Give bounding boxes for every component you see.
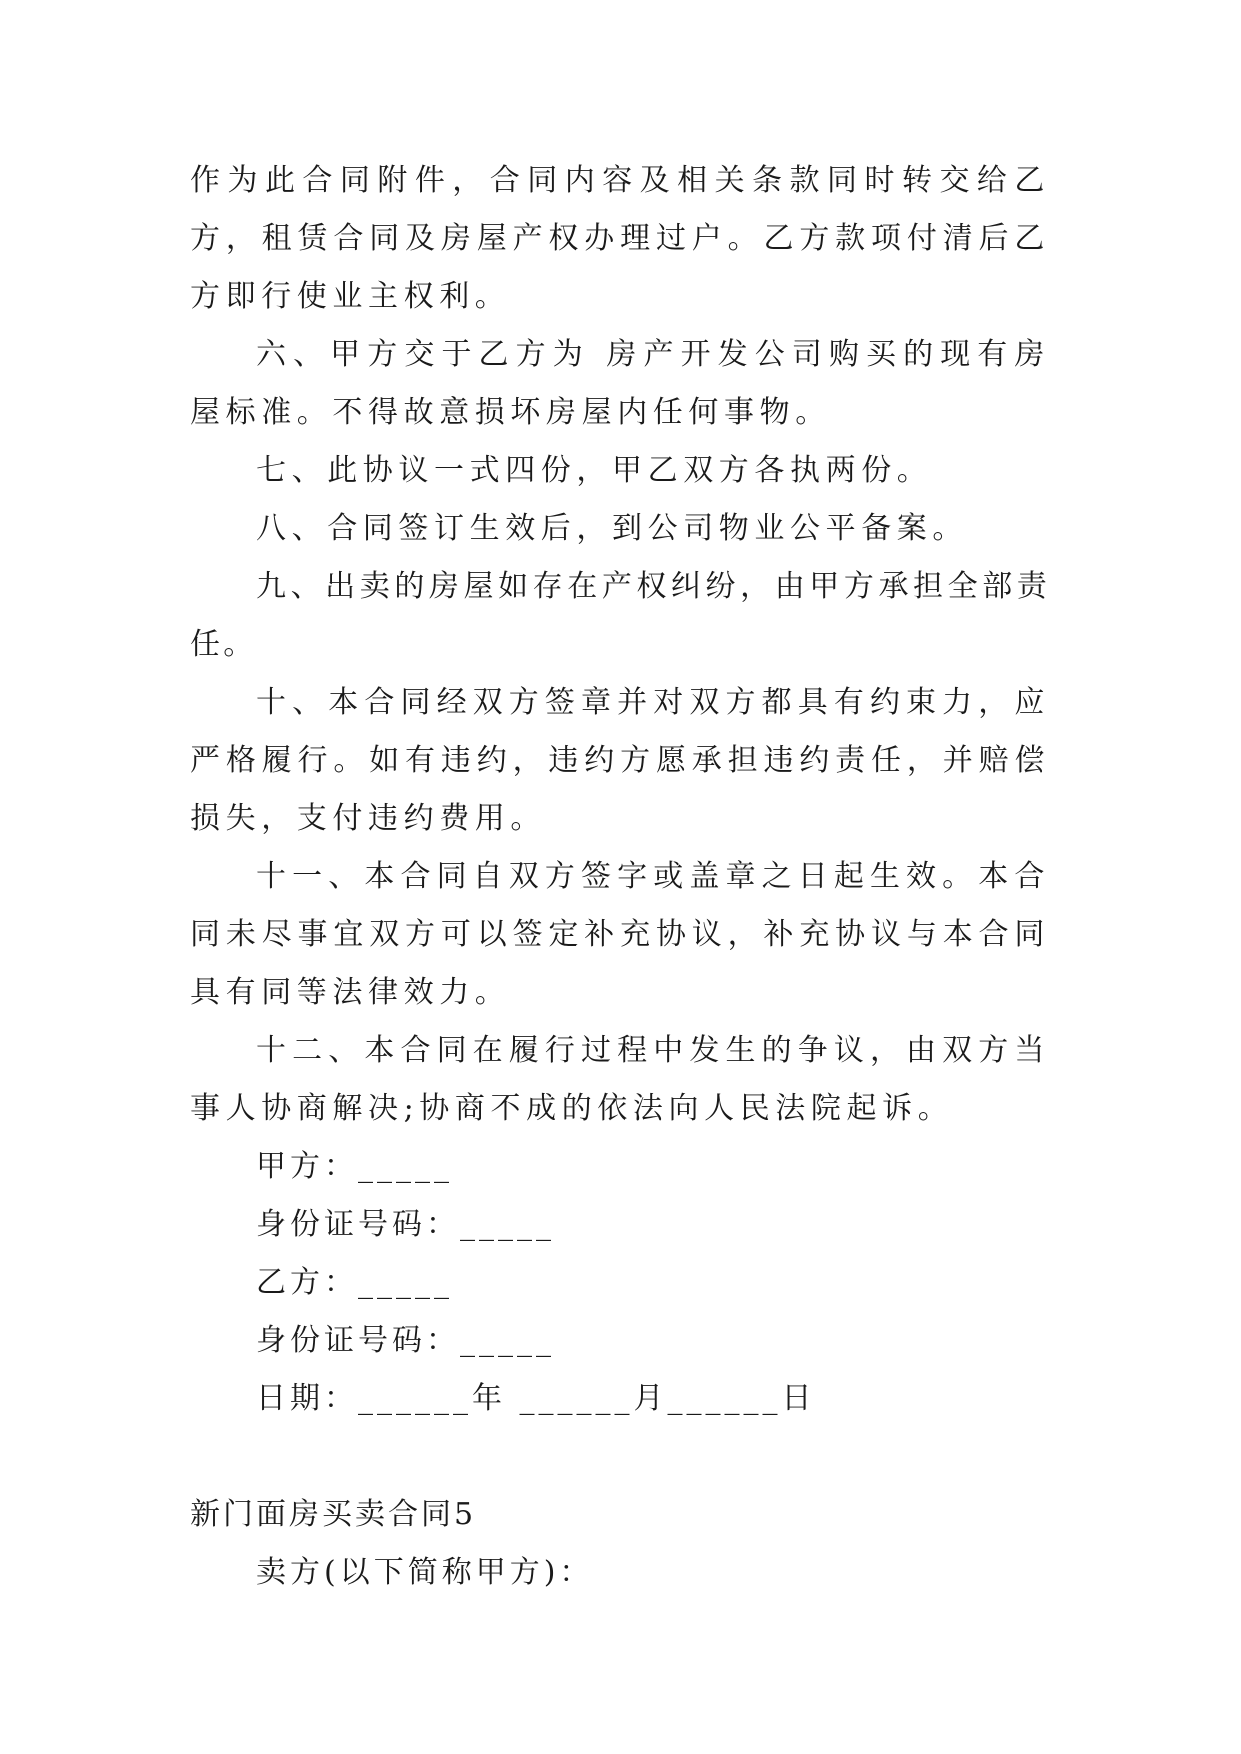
party-a-id-field: 身份证号码：_____ xyxy=(256,1207,555,1242)
paragraph-attachment-clause: 作为此合同附件，合同内容及相关条款同时转交给乙方，租赁合同及房屋产权办理过户。乙方款项付清后乙方即行使业主权利。 xyxy=(190,163,1050,314)
seller-line: 卖方(以下简称甲方)： xyxy=(256,1555,594,1590)
party-b-field: 乙方：_____ xyxy=(256,1265,453,1300)
paragraph-clause-6: 六、甲方交于乙方为 房产开发公司购买的现有房屋标准。不得故意损坏房屋内任何事物。 xyxy=(190,337,1050,430)
document-page xyxy=(190,152,1050,1602)
section-title: 新门面房买卖合同5 xyxy=(190,1497,477,1532)
paragraph-clause-12: 十二、本合同在履行过程中发生的争议，由双方当事人协商解决;协商不成的依法向人民法院起诉。 xyxy=(190,1033,1050,1126)
paragraph-clause-7: 七、此协议一式四份，甲乙双方各执两份。 xyxy=(256,453,933,488)
paragraph-clause-11: 十一、本合同自双方签字或盖章之日起生效。本合同未尽事宜双方可以签定补充协议，补充协议与本合同具有同等法律效力。 xyxy=(190,859,1050,1010)
paragraph-clause-10: 十、本合同经双方签章并对双方都具有约束力，应严格履行。如有违约，违约方愿承担违约责任，并赔偿损失，支付违约费用。 xyxy=(190,685,1050,836)
date-field: 日期：______年 ______月______日 xyxy=(256,1381,816,1416)
paragraph-clause-9: 九、出卖的房屋如存在产权纠纷，由甲方承担全部责任。 xyxy=(190,569,1050,662)
party-b-id-field: 身份证号码：_____ xyxy=(256,1323,555,1358)
section-gap xyxy=(190,1428,1050,1486)
party-a-field: 甲方：_____ xyxy=(256,1149,453,1184)
paragraph-clause-8: 八、合同签订生效后，到公司物业公平备案。 xyxy=(256,511,968,546)
